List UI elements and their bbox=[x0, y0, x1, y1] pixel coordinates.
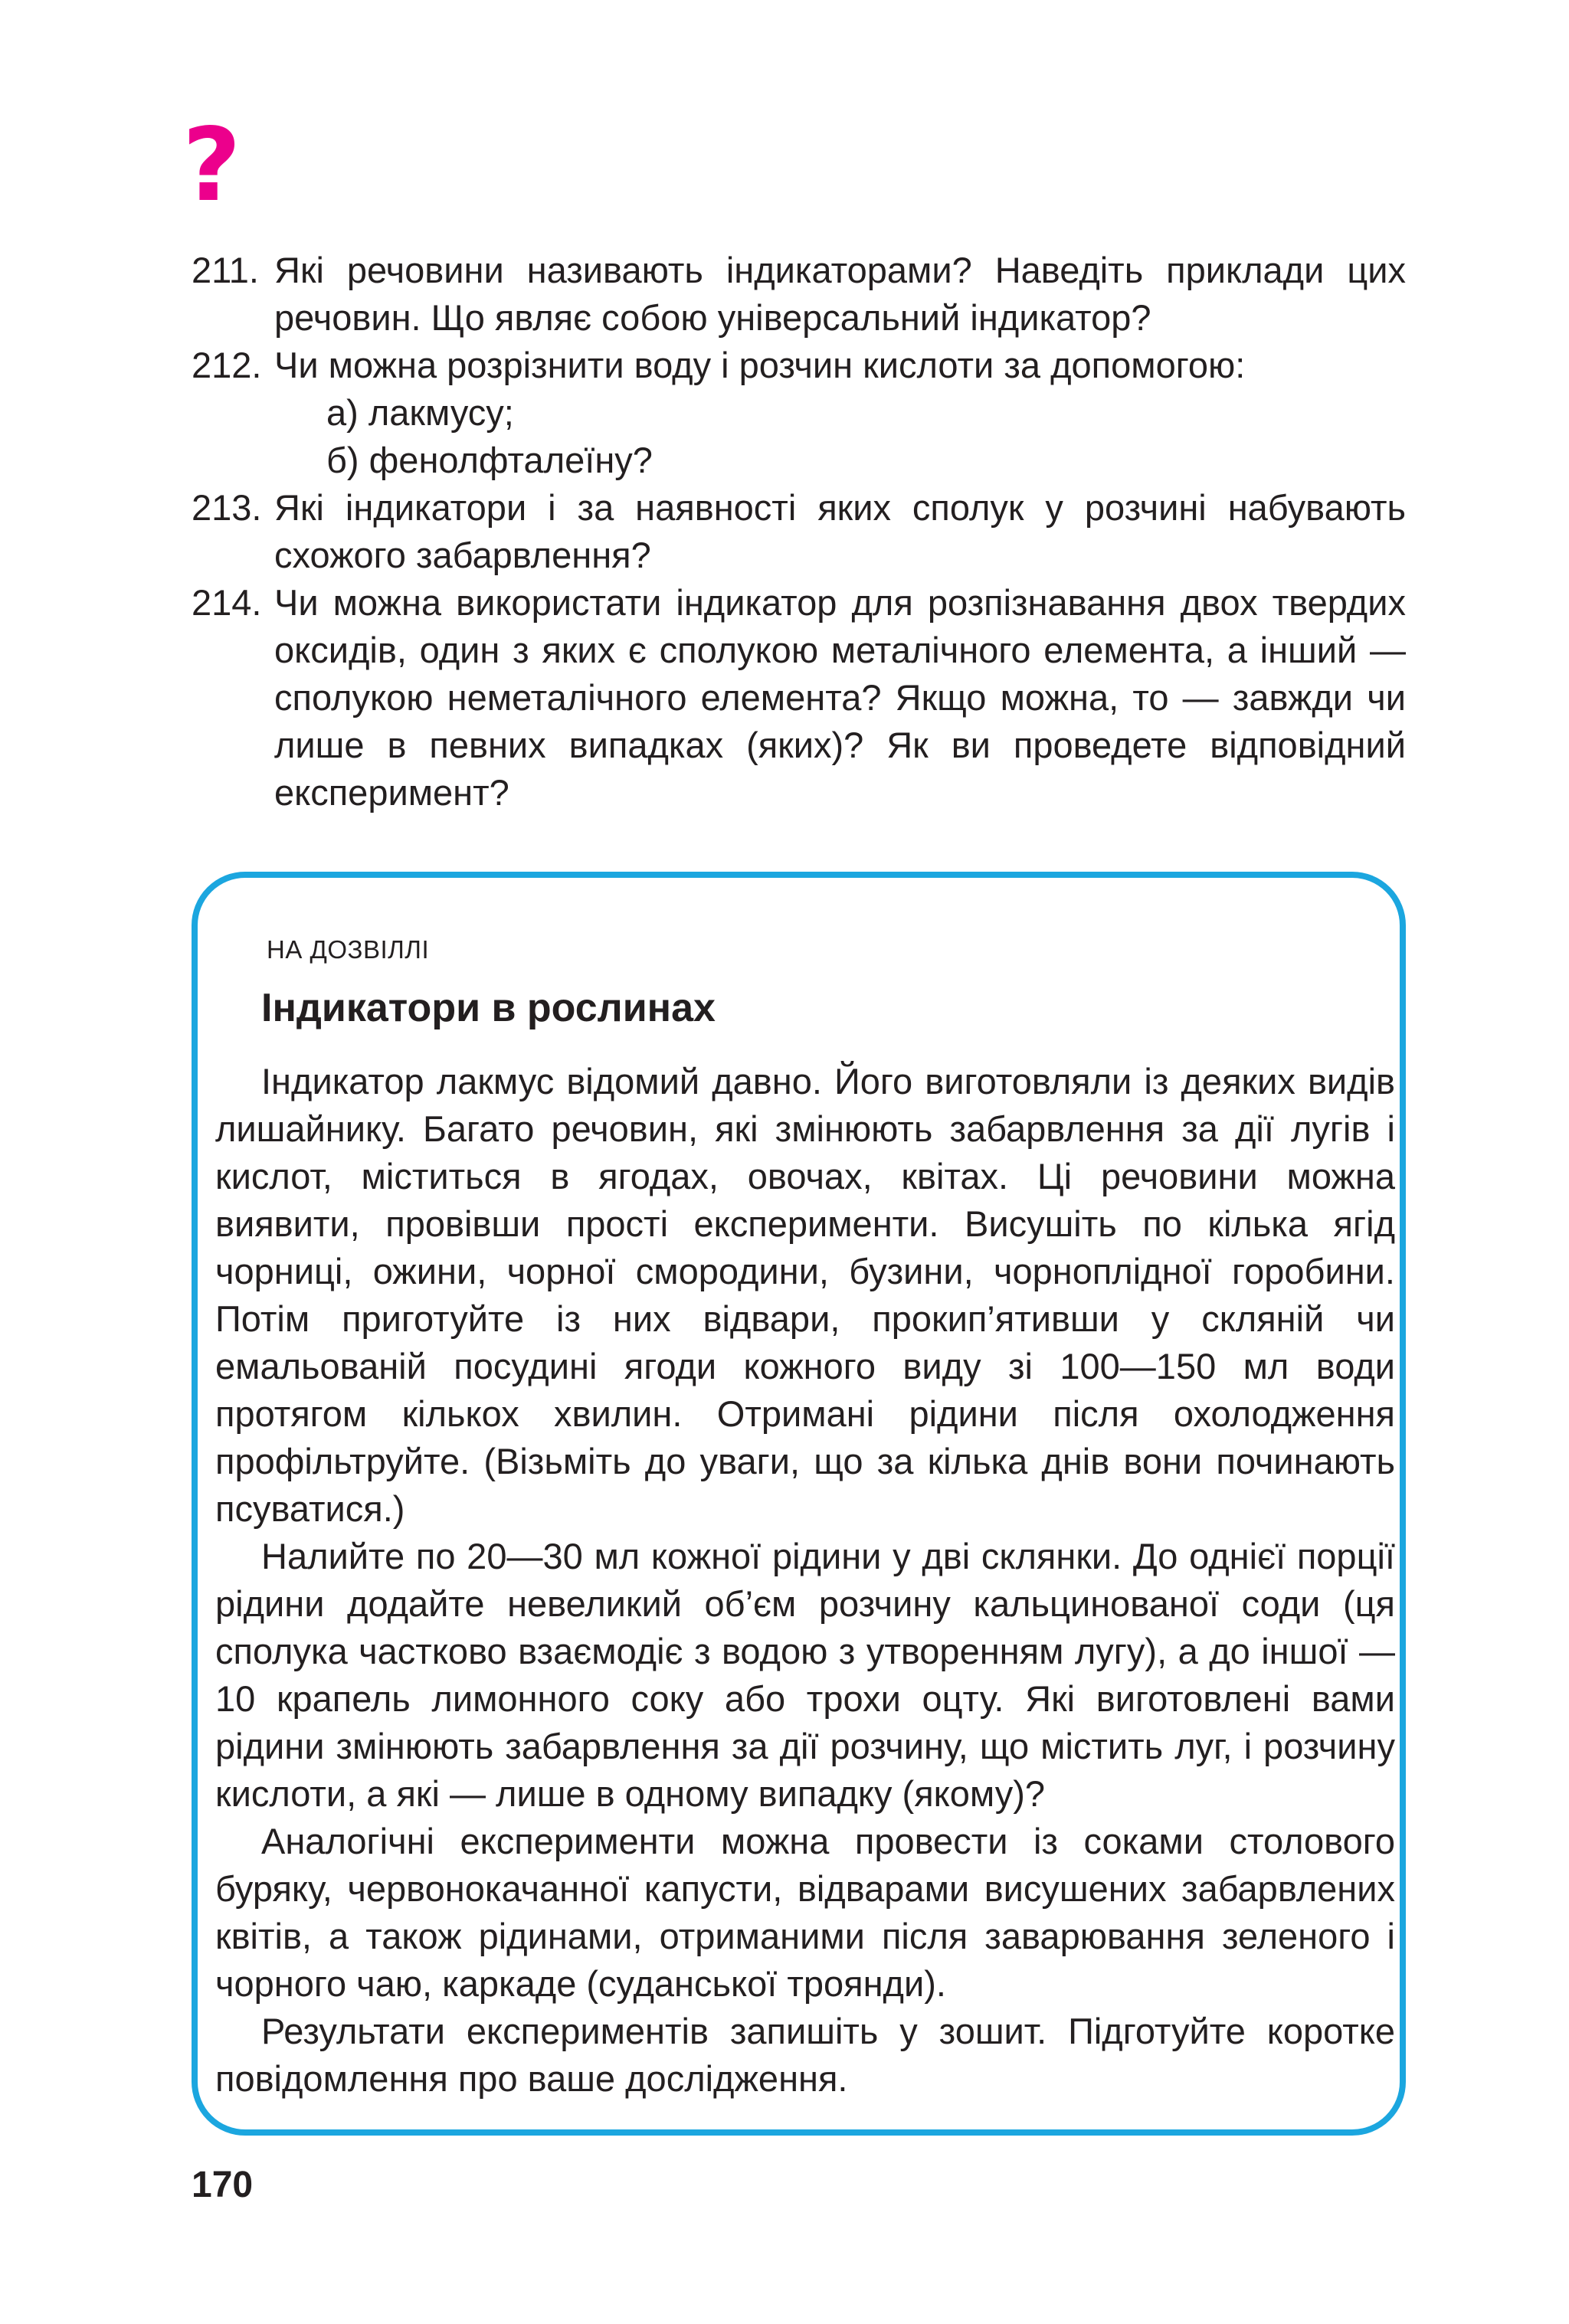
questions-list bbox=[192, 247, 1406, 817]
question-text: Чи можна використати індикатор для розпізнавання двох твердих оксидів, один з яких є сполукою металічного елемента, а інший — сполукою неметалічного елемента? Якщо можна, то — завжди чи лише в певних випадках (яких)? Як ви проведете відповідний експеримент? bbox=[274, 582, 1406, 813]
question-mark-icon: ? bbox=[182, 106, 241, 224]
question-text: Які індикатори і за наявності яких сполук у розчині набувають схожого забарвлення? bbox=[274, 487, 1406, 575]
box-paragraph: Індикатор лакмус відомий давно. Його виготовляли із деяких видів лишайнику. Багато речовин, які змінюють забарвлення за дії лугів і кислот, міститься в ягодах, овочах, квітах. Ці речовини можна виявити, провівши прості експерименти. Висушіть по кілька ягід чорниці, ожини, чорної смородини, бузини, чорноплідної горобини. Потім приготуйте із них відвари, прокип’ятивши у скляній чи емальованій посудині ягоди кожного виду зі 100—150 мл води протягом кількох хвилин. Отримані рідини після охолодження профільтруйте. (Візьміть до уваги, що за кілька днів вони починають псуватися.) bbox=[215, 1061, 1395, 1529]
box-title: Індикатори в рослинах bbox=[261, 986, 716, 1030]
box-paragraph: Результати експериментів запишіть у зошит. Підготуйте коротке повідомлення про ваше дослідження. bbox=[215, 2011, 1395, 2099]
page-number: 170 bbox=[192, 2165, 254, 2205]
question-number: 214. bbox=[192, 582, 262, 623]
question-item bbox=[192, 484, 1406, 579]
question-number: 212. bbox=[192, 345, 262, 385]
question-item bbox=[192, 579, 1406, 817]
question-text: Чи можна розрізнити воду і розчин кислоти за допомогою: bbox=[274, 345, 1246, 385]
question-text: Які речовини називають індикаторами? Наведіть приклади цих речовин. Що являє собою універсальний індикатор? bbox=[274, 250, 1406, 338]
question-item bbox=[192, 342, 1406, 484]
question-option: а) лакмусу; bbox=[326, 392, 514, 433]
question-number: 211. bbox=[192, 250, 259, 290]
question-option: б) фенолфталеїну? bbox=[326, 440, 653, 480]
box-body bbox=[215, 1058, 1395, 2103]
box-paragraph: Аналогічні експерименти можна провести із соками столового буряку, червонокачанної капусти, відварами висушених забарвлених квітів, а також рідинами, отриманими після заварювання зеленого і чорного чаю, каркаде (суданської троянди). bbox=[215, 1821, 1395, 2004]
question-number: 213. bbox=[192, 487, 262, 528]
leisure-box bbox=[192, 872, 1406, 2136]
box-label: НА ДОЗВІЛЛІ bbox=[267, 935, 430, 964]
question-item bbox=[192, 247, 1406, 342]
box-paragraph: Налийте по 20—30 мл кожної рідини у дві склянки. До однієї порції рідини додайте невеликий об’єм розчину кальцинованої соди (ця сполука частково взаємодіє з водою з утворенням лугу), а до іншої — 10 крапель лимонного соку або трохи оцту. Які виготовлені вами рідини змінюють забарвлення за дії розчину, що містить луг, і розчину кислоти, а які — лише в одному випадку (якому)? bbox=[215, 1536, 1395, 1814]
